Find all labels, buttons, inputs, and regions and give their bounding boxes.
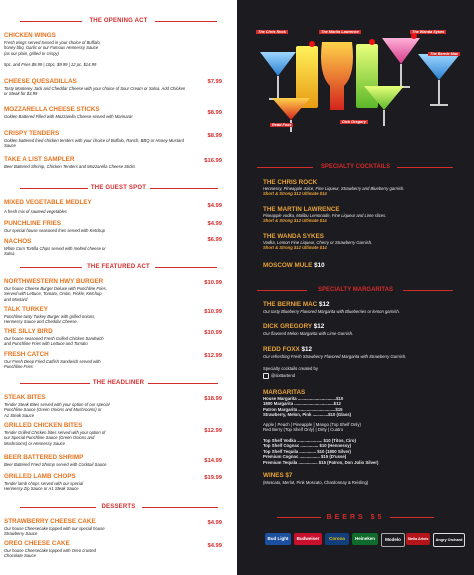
- menu-item-grilled-chicken-bites: GRILLED CHICKEN BITES: [4, 422, 83, 429]
- menu-item-vegetable-medley: MIXED VEGETABLE MEDLEY: [4, 199, 92, 206]
- item-price-cheese-quesadillas: $7.99: [207, 79, 222, 85]
- menu-item-cheese-quesadillas: CHEESE QUESADILLAS: [4, 78, 77, 85]
- instagram-icon: [263, 373, 269, 379]
- wines-heading: WINES $7: [263, 472, 293, 479]
- cocktail-moscow-mule: MOSCOW MULE $10: [263, 262, 325, 269]
- item-price-sampler: $16.99: [204, 158, 222, 164]
- item-price-grilled-lamb-chops: $19.99: [204, 475, 222, 481]
- item-price-fresh-catch: $12.99: [204, 353, 222, 359]
- item-price-northwestern-burger: $10.99: [204, 280, 222, 286]
- menu-item-nachos: NACHOS: [4, 238, 32, 245]
- menu-item-steak-bites: STEAK BITES: [4, 394, 46, 401]
- menu-item-silly-bird: THE SILLY BIRD: [4, 328, 53, 335]
- beer-logo-corona: Corona: [325, 533, 349, 545]
- item-desc-punchline-fries: Our special house seasoned fries served with Ketchup: [4, 228, 106, 233]
- wines-desc: (Moscato, Merlot, Pink Moscato, Chardonnay & Reisling): [263, 480, 369, 485]
- margarita-desc-dick-gregory: Our flavored Melon Margarita with Lime Garnish.: [263, 331, 354, 336]
- specialty-credit-note: Specialty cocktails created by: [263, 366, 318, 371]
- top-shelf-list: Top Shelf Vodka ..................... $10 (Titos, Ciro) Top Shelf Cognac ............... $10 (Hennessy) Top Shelf Tequila .............. $10 (1800 Silver) Premium Cognac ................. $15 (D'usse) Premium Tequila ................ $15 (Patron, Don Julio Silver): [263, 438, 379, 465]
- photo-label-wanda-sykes: The Wanda Sykes: [412, 30, 445, 34]
- beer-logo-heineken: Heineken: [352, 533, 378, 545]
- margaritas-heading: MARGARITAS: [263, 389, 306, 396]
- photo-label-chris-rock: The Chris Rock: [258, 30, 286, 34]
- beer-logo-bud-light: Bud Light: [265, 533, 291, 545]
- photo-label-dick-gregory: Dick Gregory: [342, 120, 366, 124]
- beer-logo-modelo: Modelo: [381, 533, 405, 547]
- menu-item-sampler: TAKE A LIST SAMPLER: [4, 156, 75, 163]
- item-desc-cheese-quesadillas: Tasty Monterey Jack and Cheddar Cheese with your choice of Sour Cream or Salsa. Add Chicken or Steak for $3.99: [4, 86, 186, 97]
- bartender-handle: @sixBartend: [263, 373, 463, 379]
- section-heading-featured-act: THE FEATURED ACT: [0, 264, 237, 270]
- item-price-nachos: $6.99: [207, 237, 222, 243]
- cocktail-martin-lawrence: THE MARTIN LAWRENCE: [263, 206, 340, 213]
- item-desc-nachos: White Corn Tortilla Chips served with melted cheese or Salsa: [4, 246, 106, 257]
- section-heading-desserts: DESSERTS: [0, 504, 237, 510]
- item-desc-mozzarella-sticks: Golden Battered Filled with Mozzarella Cheese served with Marinara!: [4, 114, 133, 119]
- cocktails-photo: [252, 24, 462, 134]
- margarita-flavor-options: Apple | Peach | Pineapple | Mango (Top Shelf Only) Red Berry (Top Shelf Only) | Dirty | Cuatro: [263, 422, 361, 433]
- margarita-price-list: House Margarita ................................$10 1800 Margarita .................................$12 Patron Margarita ...............................$15 Strawberry, Melon, Pink .............$10 (Glass): [263, 396, 352, 418]
- item-desc-grilled-lamb-chops: Tender lamb chops served with our special Hennessy Zip Sauce or A1 Steak Sauce: [4, 481, 84, 492]
- cocktail-chris-rock: THE CHRIS ROCK: [263, 179, 318, 186]
- item-price-punchline-fries: $4.99: [207, 221, 222, 227]
- item-desc-fresh-catch: Our Fresh Deep Fried Catfish Sandwich served with Punchline Fries: [4, 359, 101, 370]
- photo-label-bernie-mac: The Bernie Mac: [430, 52, 459, 56]
- menu-item-northwestern-burger: NORTHWESTERN HWY BURGER: [4, 278, 104, 285]
- margarita-desc-redd-foxx: Our refreshing Fresh Strawberry Flavored Margarita with Strawberry Garnish.: [263, 354, 407, 359]
- item-price-oreo-cheesecake: $4.99: [207, 543, 222, 549]
- section-heading-headliner: THE HEADLINER: [0, 380, 237, 386]
- item-desc-northwestern-burger: Our house Cheese Burger Deluxe with Punchline Fries. Served with Lettuce, Tomato, Onion, Pickle, Ketchup and Mustard: [4, 286, 107, 302]
- margarita-bernie-mac: THE BERNIE MAC $12: [263, 301, 330, 308]
- menu-item-talk-turkey: TALK TURKEY: [4, 306, 48, 313]
- item-desc-sampler: Beer Battered Shrimp, Chicken Tenders and Mozzarella Cheese Sticks: [4, 164, 136, 169]
- beer-logo-budweiser: Budweiser: [294, 533, 322, 545]
- cocktail-wanda-sykes: THE WANDA SYKES: [263, 233, 324, 240]
- item-desc-oreo-cheesecake: Our house Cheesecake topped with Oreo crusted Chocolate Sauce: [4, 548, 96, 559]
- margarita-dick-gregory: DICK GREGORY $12: [263, 323, 325, 330]
- item-price-steak-bites: $18.99: [204, 396, 222, 402]
- item-price-mozzarella-sticks: $8.99: [207, 110, 222, 116]
- item-price-strawberry-cheesecake: $4.99: [207, 520, 222, 526]
- item-price-beer-battered-shrimp: $14.99: [204, 458, 222, 464]
- item-desc-vegetable-medley: A fresh mix of sauteed vegetables: [4, 209, 67, 214]
- item-desc-crispy-tenders: Golden battered fried chicken tenders with your choice of Buffalo, Ranch, BBQ or Honey Mustard Sauce: [4, 138, 184, 149]
- cocktail-desc-wanda-sykes: Vodka, Lemon Fine Liqueur, Cherry or Strawberry Garnish. Short & Strong $12 Ultimate $14: [263, 240, 373, 251]
- beer-logo-stella-artois: Stella Artois: [406, 533, 430, 545]
- section-heading-specialty-cocktails: SPECIALTY COCKTAILS: [237, 164, 474, 170]
- cocktail-desc-chris-rock: Hennessy, Pineapple Juice, Fine Liqueur, Strawberry and Blueberry garnish. Short & Strong $12 Ultimate $14: [263, 186, 405, 197]
- menu-item-fresh-catch: FRESH CATCH: [4, 351, 49, 358]
- item-price-silly-bird: $10.99: [204, 330, 222, 336]
- photo-label-martin-lawrence: The Martin Lawrence: [321, 30, 359, 34]
- item-price-vegetable-medley: $4.99: [207, 203, 222, 209]
- item-desc-talk-turkey: Punchline tasty Turkey Burger with grilled onions, Hennessy Sauce and Cheddar Cheese.: [4, 314, 96, 325]
- item-desc-steak-bites: Tender Steak Bites served with your option of our special Punchline Sauce (Green Onions and Mushrooms) or A1 Steak Sauce: [4, 402, 110, 418]
- item-desc-chicken-wings: Fresh wings served tossed in your choice of Buffalo, honey bbq, Garlic or our Famous Hennessy Sauce (as our plain, grilled or crispy) 5pc. and Fries $9.99 | 10pc. $9.99 | 12 pc. $14.99: [4, 40, 101, 67]
- section-heading-specialty-margaritas: SPECIALTY MARGARITAS: [237, 287, 474, 293]
- menu-item-chicken-wings: CHICKEN WINGS: [4, 32, 56, 39]
- beer-logo-angry-orchard: Angry Orchard: [433, 533, 465, 547]
- menu-item-beer-battered-shrimp: BEER BATTERED SHRIMP: [4, 454, 84, 461]
- item-desc-strawberry-cheesecake: Our house Cheesecake topped with our special house Strawberry Sauce: [4, 526, 105, 537]
- beers-heading: BEERS $5: [237, 514, 474, 521]
- item-price-crispy-tenders: $8.99: [207, 133, 222, 139]
- item-price-talk-turkey: $10.99: [204, 309, 222, 315]
- menu-item-punchline-fries: PUNCHLINE FRIES: [4, 220, 62, 227]
- photo-label-redd-foxx: Redd Foxx: [272, 123, 292, 127]
- margarita-desc-bernie-mac: Our tasty Blueberry Flavored Margarita with Blueberries or lemon garnish.: [263, 309, 400, 314]
- section-heading-guest-spot: THE GUEST SPOT: [0, 185, 237, 191]
- cocktail-desc-martin-lawrence: Pineapple vodka, Malibu Lemonade, Fine Liqueur and Lime slices. Short & Strong $12 Ultimate $14: [263, 213, 387, 224]
- menu-item-oreo-cheesecake: OREO CHEESE CAKE: [4, 540, 70, 547]
- section-heading-opening-act: THE OPENING ACT: [0, 18, 237, 24]
- item-desc-silly-bird: Our house seasoned Fresh Grilled Chicken Sandwich and Punchline Fries with Lettuce and Tomato: [4, 336, 104, 347]
- item-price-grilled-chicken-bites: $12.99: [204, 428, 222, 434]
- menu-item-crispy-tenders: CRISPY TENDERS: [4, 130, 60, 137]
- menu-item-grilled-lamb-chops: GRILLED LAMB CHOPS: [4, 473, 76, 480]
- item-desc-beer-battered-shrimp: Beer Battered Fried Shrimp served with Cocktail Sauce: [4, 462, 107, 467]
- menu-item-mozzarella-sticks: MOZZARELLA CHEESE STICKS: [4, 106, 100, 113]
- item-desc-grilled-chicken-bites: Tender Grilled Chicken bites served with your option of our Special Punchline Sauce (Green Onions and Mushrooms) or Hennessy Sauce: [4, 430, 106, 446]
- margarita-redd-foxx: REDD FOXX $12: [263, 346, 313, 353]
- menu-item-strawberry-cheesecake: STRAWBERRY CHEESE CAKE: [4, 518, 96, 525]
